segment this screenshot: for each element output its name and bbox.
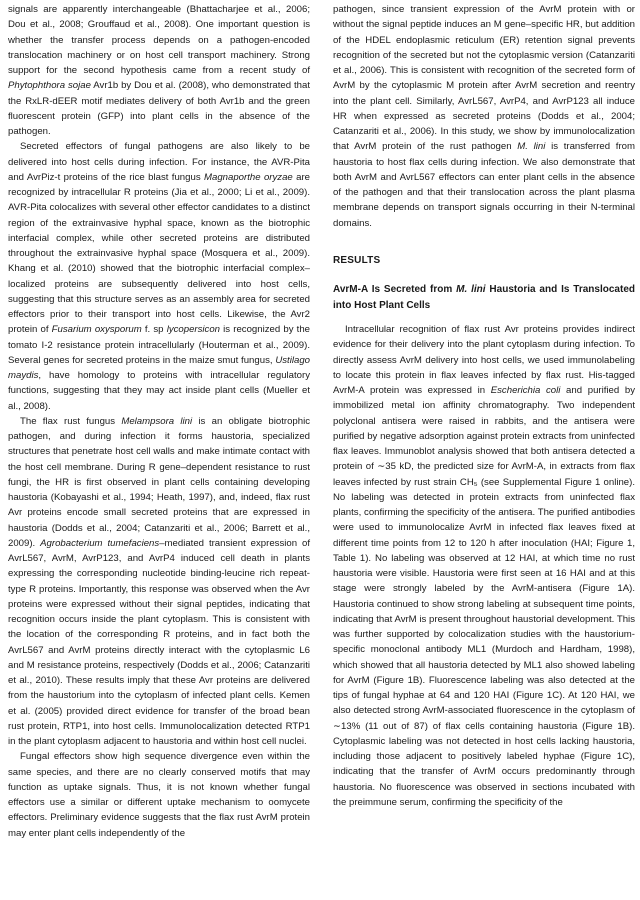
paragraph: Secreted effectors of fungal pathogens are also likely to be delivered into host cells during infection. For instance, the AVR-Pita and AvrPiz-t proteins of the rice blast fungus Magnaporthe oryzae are recognized by intracellular R proteins (Jia et al., 2000; Li et al., 2009). AVR-Pita colocalizes with several other effector candidates to a distinct region of the extrainvasive hyphal space, known as the biotrophic interfacial complex, while other secreted proteins are distributed throughout the extrainvasive hyphal space (Mosquera et al., 2009). Khang et al. (2010) showed that the biotrophic interfacial complex–localized proteins are subsequently delivered into host cells, suggesting that this structure serves as an assembly area for secreted effectors prior to their transport into host cells. Likewise, the Avr2 protein of Fusarium oxysporum f. sp lycopersicon is recognized by the tomato I-2 resistance protein intracellularly (Houterman et al., 2009). Several genes for secreted proteins in the maize smut fungus, Ustilago maydis, have homology to proteins with intracellular regulatory functions, suggesting that they may act inside plant cells (Mueller et al., 2008). xyxy=(8,141,311,412)
subsection-heading: AvrM-A Is Secreted from M. lini Haustoria and Is Translocated into Host Plant Cells xyxy=(333,284,635,311)
paragraph: signals are apparently interchangeable (Bhattacharjee et al., 2006; Dou et al., 2008; Grouffaud et al., 2008). One important question is whether the transfer process depends on a pathogen-encoded translocation machinery or on host cell transport machinery. Strong support for the second hypothesis came from a recent study of Phytophthora sojae Avr1b by Dou et al. (2008), who demonstrated that the RxLR-dEER motif mediates delivery of both Avr1b and the green fluorescent protein (GFP) into plant cells in the absence of the pathogen. xyxy=(8,4,310,137)
paragraph: Intracellular recognition of flax rust Avr proteins provides indirect evidence for their delivery into the plant cytoplasm during infection. To directly assess AvrM delivery into host cells, we used immunolabeling to locate this protein in flax leaves infected by flax rust. His-tagged AvrM-A protein was expressed in Escherichia coli and purified by immobilized metal ion affinity chromatography. Two independent polyclonal antisera were raised in rabbits, and the antisera were purified by negative adsorption against protein extracts from uninfected flax leaves. Immunoblot analysis showed that both antisera detected a protein of ∼35 kD, the predicted size for AvrM-A, in extracts from flax leaves infected by rust strain CH₅ (see Supplemental Figure 1 online). No labeling was detected in protein extracts from uninfected flax plants, confirming the specificity of the antisera. The purified antibodies were used to immunolocalize AvrM in infected flax leaves fixed at different time points from 12 to 120 h after inoculation (HAI; Figure 1, Table 1). No labeling was observed at 12 HAI, at which time no rust haustoria were visible. Haustoria were first seen at 16 HAI and at this stage were strongly labeled by the AvrM-antisera (Figure 1A). Haustoria continued to show strong labeling at subsequent time points, indicating that AvrM is present throughout haustorial development. This was further supported by colocalization studies with the haustorium-specific monoclonal antibody ML1 (Murdoch and Hardham, 1998), which showed that all haustoria detected by ML1 also showed labeling for AvrM (Figure 1B). Fluorescence labeling was also detected at the tips of fungal hyphae at 64 and 120 HAI (Figure 1C). At 120 HAI, we also detected strong AvrM-associated fluorescence in the cytoplasm of ∼13% (11 out of 87) of flax cells containing haustoria (Figure 1B). Cytoplasmic labeling was not detected in host cells lacking haustoria, including those adjacent to positively labeled hyphae (Figure 1C), indicating that the transfer of AvrM occurs predominantly through haustoria. No fluorescence was observed in sections incubated with the preimmune serum, confirming the specificity of the xyxy=(333,324,635,808)
paragraph: The flax rust fungus Melampsora lini is an obligate biotrophic pathogen, and during infection it forms haustoria, specialized structures that penetrate host cell walls and make intimate contact with the host cell membrane. During R gene–dependent resistance to rust fungi, the HR is first observed in plant cells containing developing haustoria (Kobayashi et al., 1994; Heath, 1997), and, indeed, flax rust Avr proteins encode small secreted proteins that are expressed in haustoria (Dodds et al., 2004; Catanzariti et al., 2006; Barrett et al., 2009). Agrobacterium tumefaciens–mediated transient expression of AvrL567, AvrM, AvrP123, and AvrP4 induced cell death in plants expressing the corresponding nucleotide binding-leucine rich repeat-type R proteins. Importantly, this response was observed when the Avr proteins were expressed without their signal peptides, indicating that recognition occurs inside the plant cytoplasm. This is consistent with the location of the corresponding R proteins, and in fact both the AvrL567 and AvrM proteins directly interact with the cytoplasmic L6 and M resistance proteins, respectively (Dodds et al., 2006; Catanzariti et al., 2010). These results imply that these Avr proteins are delivered from the haustorium into the cytoplasm of infected plant cells. Kemen et al. (2005) provided direct evidence for transfer of the broad bean rust protein, RTP1, into host cells. Immunolocalization detected RTP1 in the plant cytoplasm adjacent to haustoria and within host cell nuclei. xyxy=(8,415,311,747)
section-heading: RESULTS xyxy=(333,254,381,266)
paragraph: Fungal effectors show high sequence divergence even within the same species, and there are no clearly conserved motifs that may function as uptake signals. Thus, it is not known whether fungal effectors use a similar or different uptake mechanism to oomycete effectors. Preliminary evidence suggests that the flax rust AvrM protein may enter plant cells independently of the xyxy=(8,751,310,839)
right-column xyxy=(333,2,635,810)
paragraph: pathogen, since transient expression of the AvrM protein with or without the signal peptide induces an M gene–specific HR, but addition of the HDEL endoplasmic reticulum (ER) retention signal prevents recognition of the secreted but not the cytoplasmic version (Catanzariti et al., 2006). This is consistent with recognition of the secreted form of AvrM by the cytoplasmic M protein after AvrM secretion and reentry into the plant cell. Similarly, AvrL567, AvrP4, and AvrP123 all induce HR when expressed as secreted proteins (Dodds et al., 2004; Catanzariti et al., 2006). In this study, we show by immunolocalization that AvrM protein of the rust pathogen M. lini is transferred from haustoria to host flax cells during infection. We also demonstrate that both AvrM and AvrL567 effectors can enter plant cells in the absence of the pathogen and that their translocation across the plant plasma membrane depends on transport signals occurring in their N-terminal domains. xyxy=(333,4,635,229)
left-column xyxy=(8,2,310,841)
